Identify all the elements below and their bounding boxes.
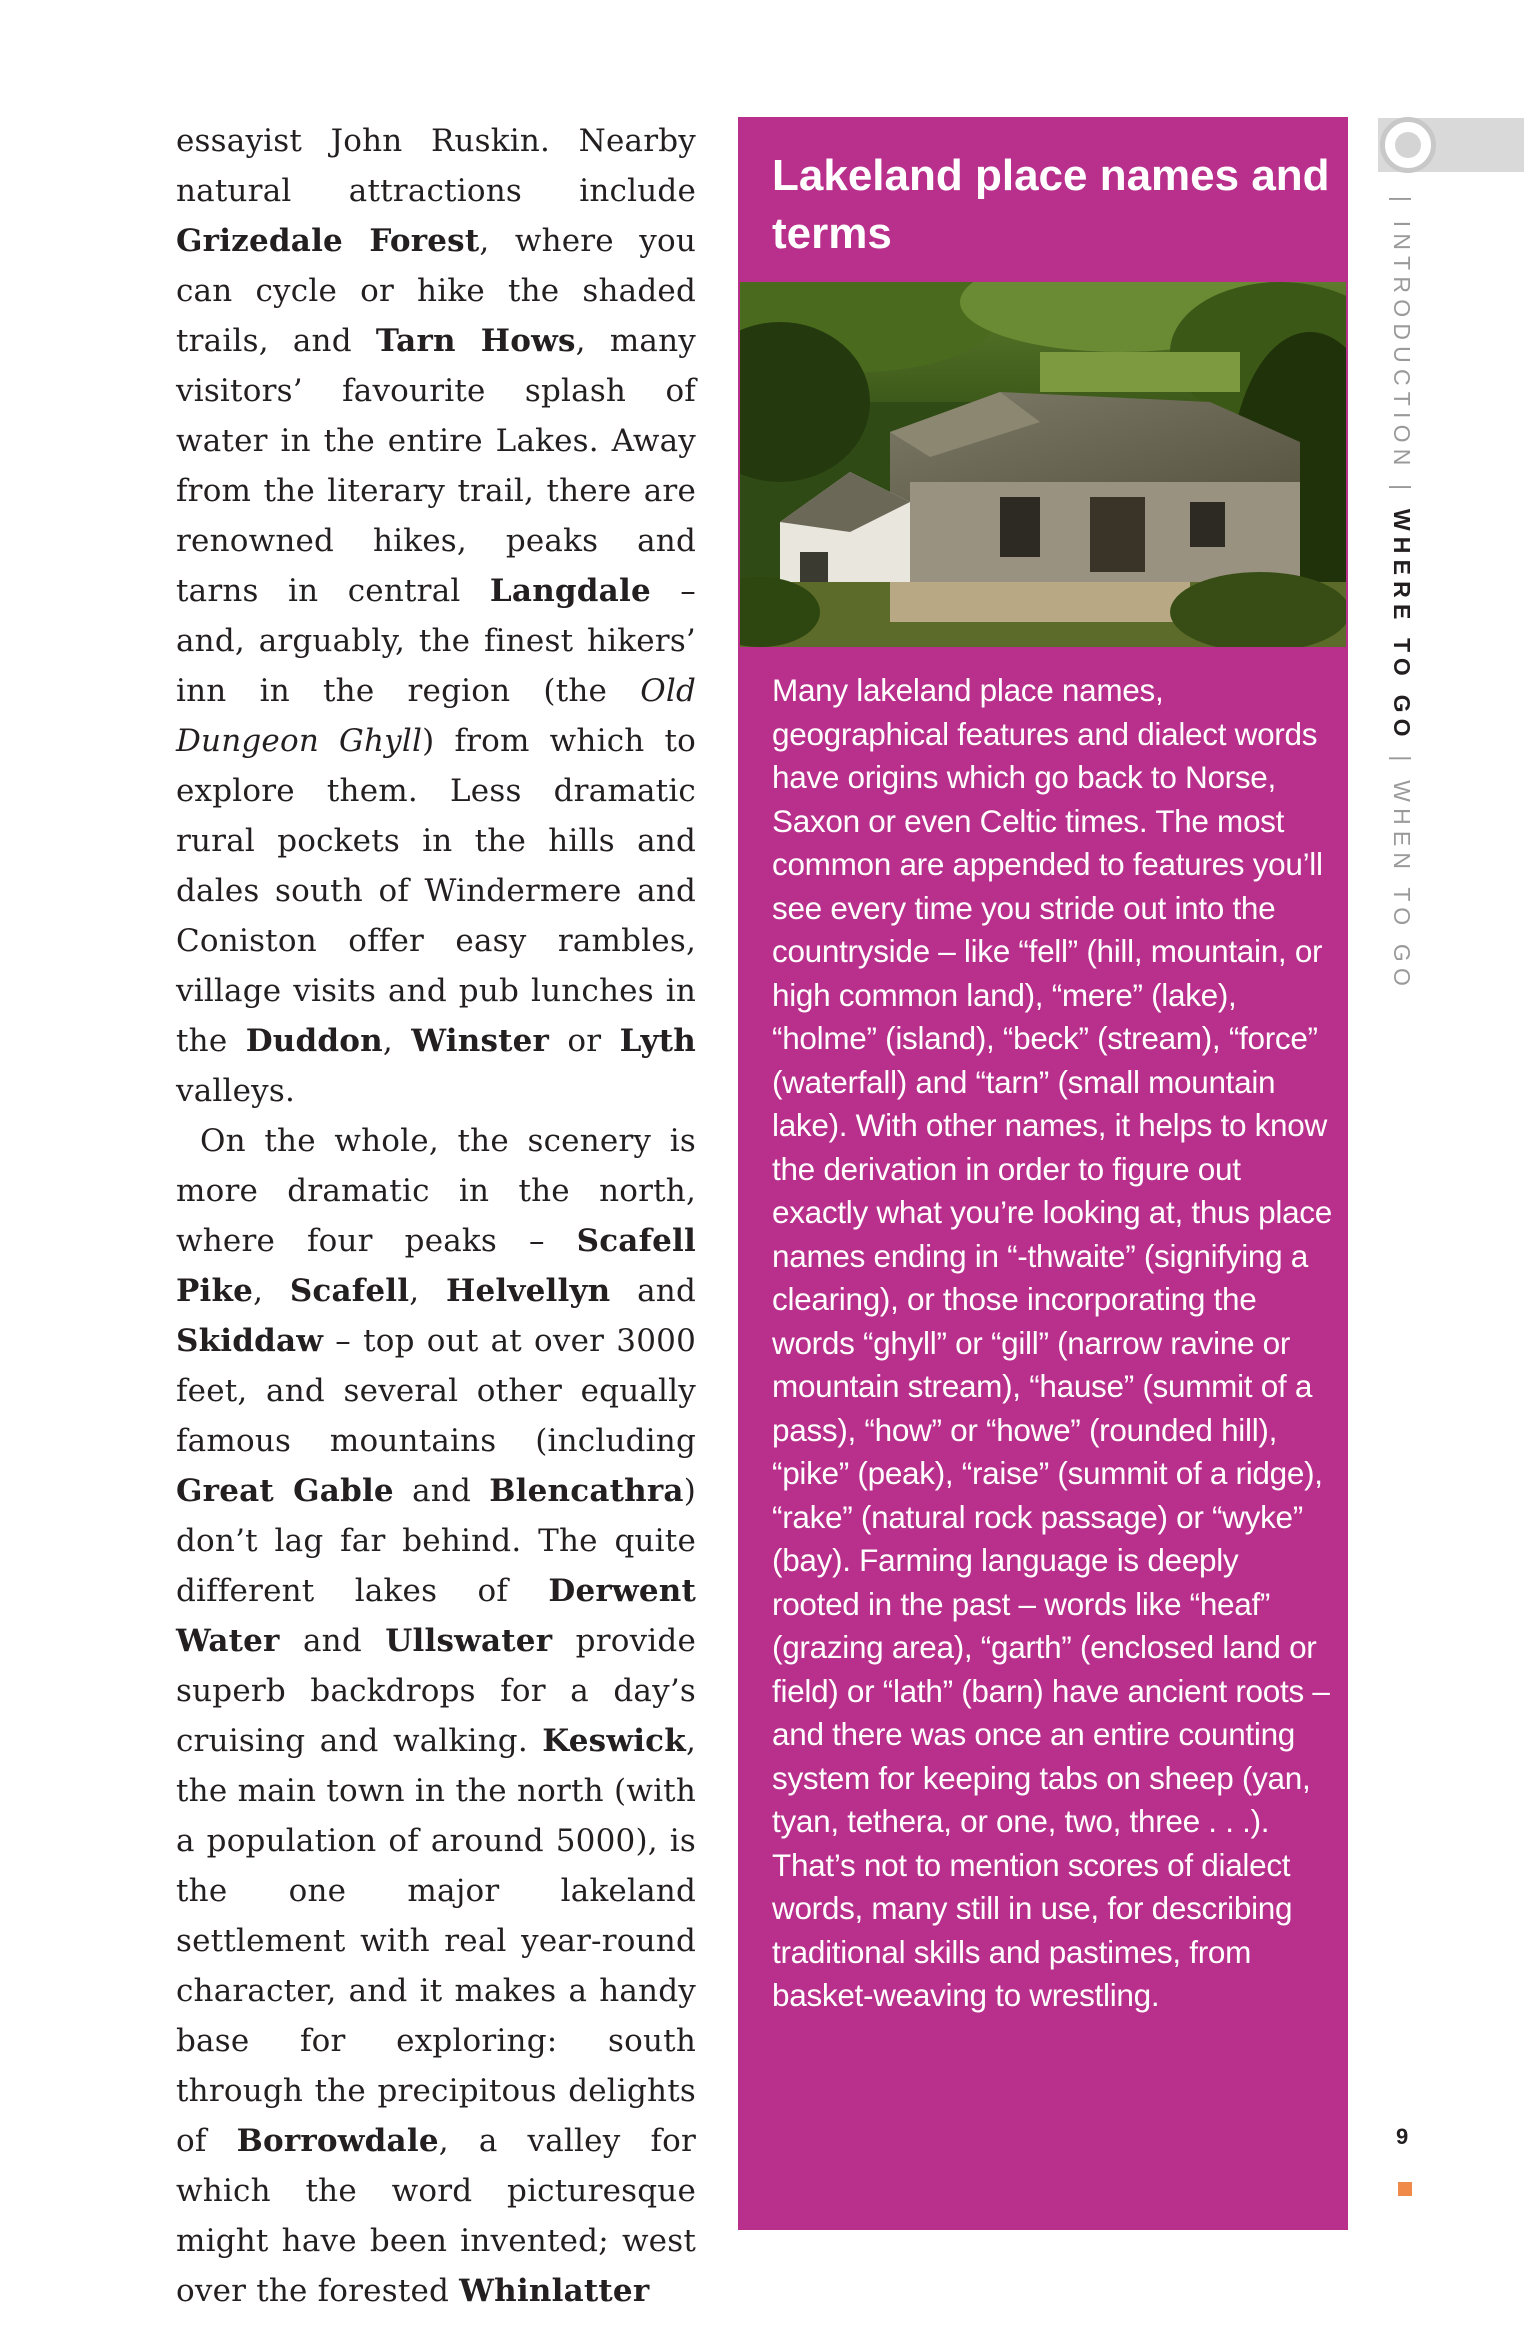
sidebar-title: Lakeland place names and terms (772, 151, 1330, 258)
text: On the whole, the scenery is more dramatic in the north, where four peaks – (176, 1123, 696, 1259)
place-lyth: Lyth (619, 1023, 696, 1059)
paragraph-2 (176, 1116, 696, 2316)
sidebar-box (738, 117, 1348, 2230)
place-ullswater: Ullswater (385, 1623, 553, 1659)
nav-separator: | (1389, 484, 1415, 497)
place-winster: Winster (411, 1023, 550, 1059)
text: , the main town in the north (with a population of around 5000), is the one major lakeland settlement with real year-round character, and it makes a handy base for exploring: south through the precipitous delights of (176, 1723, 696, 2159)
paragraph-1 (176, 116, 696, 1116)
place-great-gable: Great Gable (176, 1473, 394, 1509)
text: ) from which to explore them. Less dramatic rural pockets in the hills and dales south of Windermere and Coniston offer easy rambles, village visits and pub lunches in the (176, 723, 696, 1059)
nav-introduction[interactable]: INTRODUCTION (1389, 220, 1415, 472)
farmhouse-photo-illustration (740, 282, 1346, 647)
text: or (549, 1023, 620, 1059)
place-helvellyn: Helvellyn (445, 1273, 611, 1309)
circle-tab-icon (1380, 117, 1436, 173)
farmhouse-photo (740, 282, 1346, 647)
sidebar-body-text: Many lakeland place names, geographical features and dialect words have origins which go back to Norse, Saxon or even Celtic times. The most common are appended to features you’ll see every time you stride out into the countryside – like “fell” (hill, mountain, or high common land), “mere” (lake), “holme” (island), “beck” (stream), “force” (waterfall) and “tarn” (small mountain lake). With other names, it helps to know the derivation in order to figure out exactly what you’re looking at, thus place names ending in “-thwaite” (signifying a clearing), or those incorporating the words “ghyll” or “gill” (narrow ravine or mountain stream), “hause” (summit of a pass), “how” or “howe” (rounded hill), “pike” (peak), “raise” (summit of a ridge), “rake” (natural rock passage) or “wyke” (bay). Farming language is deeply rooted in the past – words like “heaf” (grazing area), “garth” (enclosed land or field) or “lath” (barn) have ancient roots – and there was once an entire counting system for keeping tabs on sheep (yan, tyan, tethera, or one, two, three . . .). That’s not to mention scores of dialect words, many still in use, for describing traditional skills and pastimes, from basket-weaving to wrestling. (772, 672, 1332, 2013)
text: essayist John Ruskin. Nearby natural attractions include (176, 123, 696, 209)
place-blencathra: Blencathra (489, 1473, 684, 1509)
nav-where-to-go[interactable]: WHERE TO GO (1389, 508, 1415, 743)
place-derwent-water: Derwent Water (176, 1573, 696, 1659)
place-duddon: Duddon (245, 1023, 383, 1059)
text: ) don’t lag far behind. The quite different lakes of (176, 1473, 697, 1609)
place-whinlatter: Whinlatter (459, 2273, 650, 2309)
nav-separator: | (1389, 196, 1415, 209)
text: , many visitors’ favourite splash of water in the entire Lakes. Away from the literary trail, there are renowned hikes, peaks and tarns in central (176, 323, 696, 609)
text: , a valley for which the word picturesque might have been invented; west over the forested (176, 2123, 697, 2309)
main-text-column (176, 116, 696, 2316)
text: and (610, 1273, 696, 1309)
nav-separator: | (1389, 755, 1415, 768)
place-tarn-hows: Tarn Hows (375, 323, 576, 359)
page-number: 9 (1396, 2124, 1409, 2149)
place-langdale: Langdale (489, 573, 651, 609)
text: and (393, 1473, 490, 1509)
place-grizedale-forest: Grizedale Forest (176, 223, 480, 259)
inn-name: Old Dungeon Ghyll (176, 673, 696, 759)
page-marker (1398, 2182, 1412, 2196)
text: – top out at over 3000 feet, and several other equally famous mountains (including (176, 1323, 696, 1459)
place-borrowdale: Borrowdale (236, 2123, 439, 2159)
text: and (279, 1623, 386, 1659)
section-navigation (1388, 196, 1415, 993)
text: valleys. (176, 1073, 296, 1109)
text: , (409, 1273, 446, 1309)
text: , where you can cycle or hike the shaded trails, and (176, 223, 697, 359)
nav-when-to-go[interactable]: WHEN TO GO (1389, 780, 1415, 993)
text: , (253, 1273, 290, 1309)
text: , (382, 1023, 412, 1059)
place-scafell: Scafell (289, 1273, 410, 1309)
text: provide superb backdrops for a day’s cruising and walking. (176, 1623, 696, 1759)
place-keswick: Keswick (542, 1723, 686, 1759)
text: – and, arguably, the finest hikers’ inn in the region (the (176, 573, 696, 709)
place-scafell-pike: Scafell Pike (176, 1223, 696, 1309)
place-skiddaw: Skiddaw (176, 1323, 324, 1359)
